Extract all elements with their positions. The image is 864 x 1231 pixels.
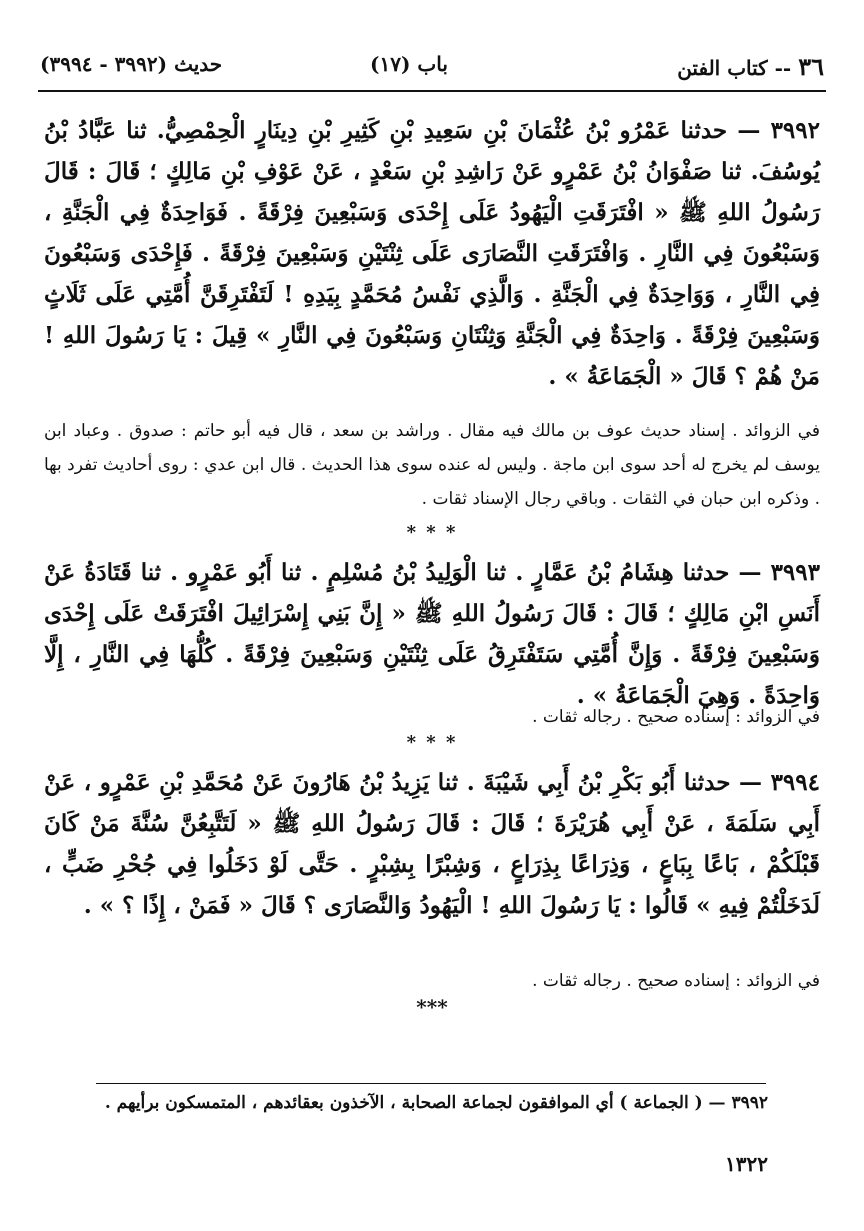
footnote: ٣٩٩٢ — ( الجماعة ) أي الموافقون لجماعة الصحابة ، الآخذون بعقائدهم ، المتمسكون برأيهم . bbox=[104, 1093, 768, 1113]
header-book-name: -- كتاب الفتن bbox=[677, 56, 792, 80]
header-hadith-range: (٣٩٩٢ - ٣٩٩٤) حديث bbox=[40, 52, 223, 76]
header-chapter: (١٧) باب bbox=[370, 52, 448, 76]
page-header bbox=[40, 52, 824, 86]
header-page-number: ٣٦ bbox=[798, 52, 824, 81]
hadith-3993-zawaid: في الزوائد : إسناده صحيح . رجاله ثقات . bbox=[532, 707, 820, 727]
page-number: ١٣٢٢ bbox=[725, 1152, 768, 1176]
footnote-rule bbox=[96, 1083, 766, 1084]
hadith-3993-text: ٣٩٩٣ — حدثنا هِشَامُ بْنُ عَمَّارٍ . ثنا الْوَلِيدُ بْنُ مُسْلِمٍ . ثنا أَبُو عَمْرٍو . ثنا قَتَادَةُ عَنْ أَنَسِ ابْنِ مَالِكٍ ؛ قَالَ : قَالَ رَسُولُ اللهِ ﷺ « إِنَّ بَنِي إِسْرَائِيلَ افْتَرَقَتْ عَلَى إِحْدَى وَسَبْعِينَ فِرْقَةً . وَإِنَّ أُمَّتِي سَتَفْتَرِقُ عَلَى ثِنْتَيْنِ وَسَبْعِينَ فِرْقَةً . كُلُّهَا فِي النَّارِ ، إِلَّا وَاحِدَةً . وَهِيَ الْجَمَاعَةُ » . bbox=[44, 559, 820, 709]
hadith-3994-zawaid: في الزوائد : إسناده صحيح . رجاله ثقات . bbox=[532, 971, 820, 991]
hadith-3992-text: ٣٩٩٢ — حدثنا عَمْرُو بْنُ عُثْمَانَ بْنِ سَعِيدِ بْنِ كَثِيرِ بْنِ دِينَارٍ الْحِمْصِيُّ. ثنا عَبَّادُ بْنُ يُوسُفَ. ثنا صَفْوَانُ بْنُ عَمْرٍو عَنْ رَاشِدِ بْنِ سَعْدٍ ، عَنْ عَوْفِ بْنِ مَالِكٍ ؛ قَالَ : قَالَ رَسُولُ اللهِ ﷺ « افْتَرَقَتِ الْيَهُودُ عَلَى إِحْدَى وَسَبْعِينَ فِرْقَةً . فَوَاحِدَةٌ فِي الْجَنَّةِ ، وَسَبْعُونَ فِي النَّارِ . وَافْتَرَقَتِ النَّصَارَى عَلَى ثِنْتَيْنِ وَسَبْعِينَ فِرْقَةً . فَإِحْدَى وَسَبْعُونَ فِي النَّارِ ، وَوَاحِدَةٌ فِي الْجَنَّةِ . وَالَّذِي نَفْسُ مُحَمَّدٍ بِيَدِهِ ! لَتَفْتَرِقَنَّ أُمَّتِي عَلَى ثَلَاثٍ وَسَبْعِينَ فِرْقَةً . وَاحِدَةٌ فِي الْجَنَّةِ وَثِنْتَانِ وَسَبْعُونَ فِي النَّارِ » قِيلَ : يَا رَسُولَ اللهِ ! مَنْ هُمْ ؟ قَالَ « الْجَمَاعَةُ » . bbox=[44, 117, 820, 390]
hadith-3994-text: ٣٩٩٤ — حدثنا أَبُو بَكْرِ بْنُ أَبِي شَيْبَةَ . ثنا يَزِيدُ بْنُ هَارُونَ عَنْ مُحَمَّدِ بْنِ عَمْرٍو ، عَنْ أَبِي سَلَمَةَ ، عَنْ أَبِي هُرَيْرَةَ ؛ قَالَ : قَالَ رَسُولُ اللهِ ﷺ « لَتَتَّبِعُنَّ سُنَّةَ مَنْ كَانَ قَبْلَكُمْ ، بَاعًا بِبَاعٍ ، وَذِرَاعًا بِذِرَاعٍ ، وَشِبْرًا بِشِبْرٍ . حَتَّى لَوْ دَخَلُوا فِي جُحْرِ ضَبٍّ ، لَدَخَلْتُمْ فِيهِ » قَالُوا : يَا رَسُولَ اللهِ ! الْيَهُودُ وَالنَّصَارَى ؟ قَالَ « فَمَنْ ، إِذًا ؟ » . bbox=[44, 769, 820, 919]
header-rule bbox=[38, 90, 826, 92]
hadith-3992-zawaid: في الزوائد . إسناد حديث عوف بن مالك فيه مقال . وراشد بن سعد ، قال فيه أبو حاتم : صدوق . وعباد ابن يوسف لم يخرج له أحد سوى ابن ماجة . وليس له عنده سوى هذا الحديث . قال ابن عدي : روى أحاديث تفرد بها . وذكره ابن حبان في الثقات . وباقي رجال الإسناد ثقات . bbox=[44, 421, 820, 509]
header-book-title bbox=[677, 52, 824, 81]
end-ornament: *** bbox=[416, 995, 448, 1019]
separator-stars: * * * bbox=[406, 522, 458, 543]
separator-stars: * * * bbox=[406, 732, 458, 753]
